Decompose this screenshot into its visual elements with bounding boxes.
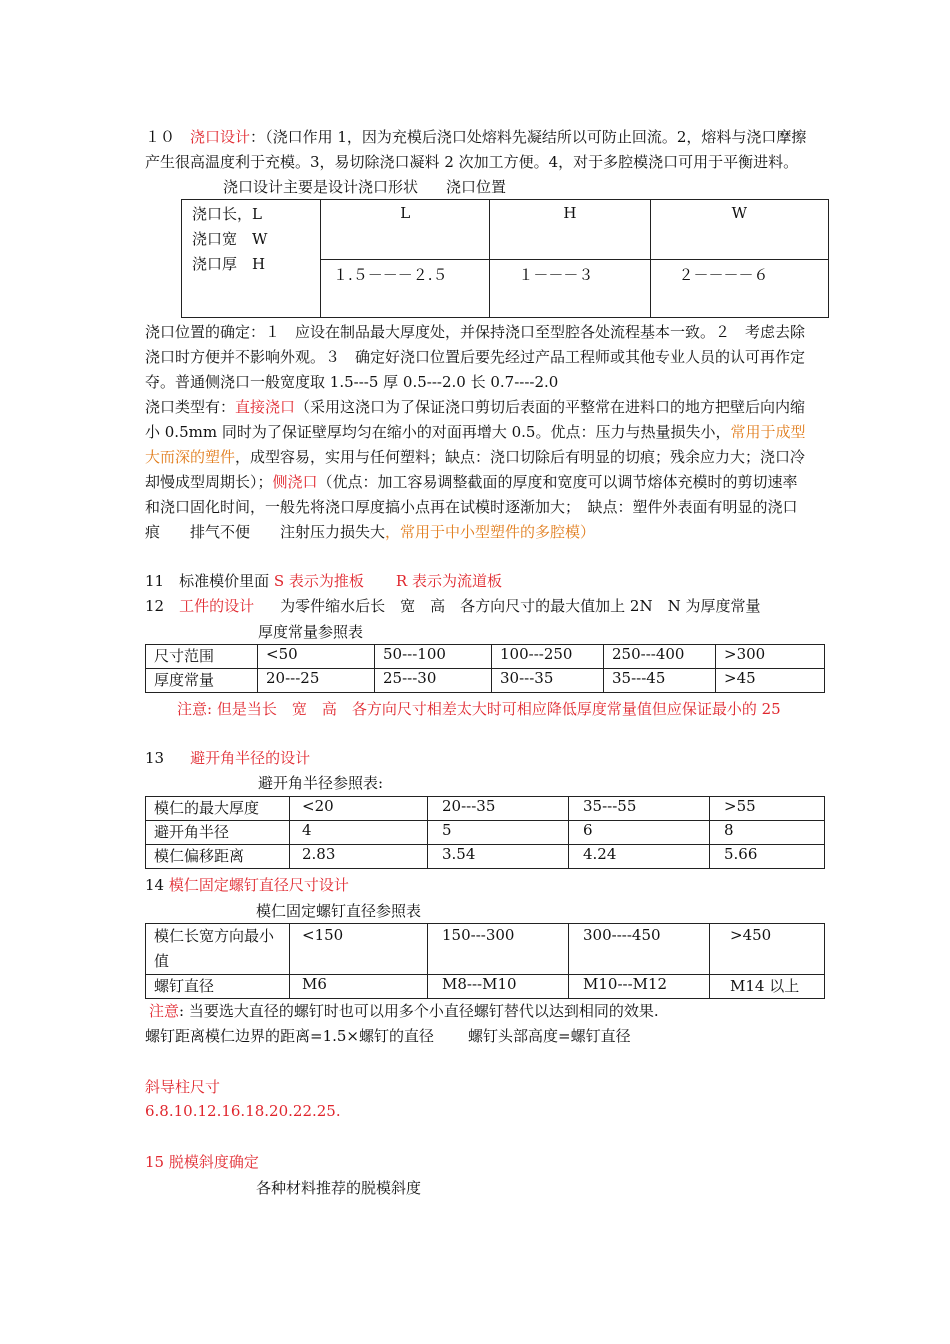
cell: 20---35 (428, 797, 569, 821)
draft-angle-caption: 各种材料推荐的脱模斜度 (256, 1179, 422, 1197)
note-label: 注意 (149, 1002, 180, 1020)
thickness-table-caption: 厚度常量参照表 (258, 623, 364, 641)
cell: 35---55 (569, 797, 710, 821)
cell: M6 (290, 975, 428, 999)
cell: 2.83 (290, 845, 428, 869)
cell: 150---300 (428, 924, 569, 975)
standard-mold-line (145, 569, 810, 594)
direct-gate-cons: ，成型容易，实用与任何塑料；缺点：浇口切除后有明显的切痕；残余应力大；浇口冷却慢成型周期长）； (145, 448, 806, 491)
workpiece-design-text: 为零件缩水后长 宽 高 各方向尺寸的最大值加上 2N N 为厚度常量 (280, 597, 761, 615)
cell: <20 (290, 797, 428, 821)
cell: 100---250 (492, 645, 604, 669)
gate-design-sub1: 浇口设计主要是设计浇口形状 (223, 178, 419, 196)
cell: 30---35 (492, 669, 604, 693)
value-l: １.５－－－２.５ (321, 260, 490, 318)
guide-pillar-values: 6.8.10.12.16.18.20.22.25. (145, 1102, 341, 1120)
cell: >300 (716, 645, 825, 669)
cell: M10---M12 (569, 975, 710, 999)
clearance-table-caption: 避开角半径参照表: (258, 774, 384, 792)
side-gate-usage: ，常用于中小型塑件的多腔模） (385, 523, 596, 541)
direct-gate-usage: 常用于成型大而深的塑件 (145, 423, 806, 466)
cell: 厚度常量 (146, 669, 258, 693)
cell: >450 (710, 924, 825, 975)
section-title: 浇口设计 (190, 128, 251, 146)
gate-labels-cell (182, 200, 321, 318)
colon: ： (250, 128, 266, 146)
side-gate-desc: （优点：加工容易调整截面的厚度和宽度可以调节熔体充模时的剪切速率和浇口固化时间，一般先将浇口厚度搞小点再在试模时逐渐加大； 缺点：塑件外表面有明显的浇口痕 排气不便 注射压力损失大 (145, 473, 798, 541)
gate-design-paragraph (145, 125, 810, 200)
cell: M14 以上 (710, 975, 825, 999)
section-number: １０ (145, 128, 176, 146)
cell: 模仁长宽方向最小值 (146, 924, 290, 975)
gate-length-label: 浇口长，L (192, 205, 262, 223)
cell: 8 (710, 821, 825, 845)
cell: 尺寸范围 (146, 645, 258, 669)
header-l: L (321, 200, 490, 260)
clearance-radius-table (145, 796, 825, 869)
gate-types-intro: 浇口类型有： (145, 398, 236, 416)
cell: <50 (258, 645, 375, 669)
value-h: １－－－３ (490, 260, 650, 318)
section-title: 工件的设计 (179, 597, 255, 615)
cell: 模仁的最大厚度 (146, 797, 290, 821)
cell: 模仁偏移距离 (146, 845, 290, 869)
cell: M8---M10 (428, 975, 569, 999)
thickness-constant-table (145, 644, 825, 693)
thickness-note: 注意: 但是当长 宽 高 各方向尺寸相差太大时可相应降低厚度常量值但应保证最小的 25 (177, 700, 781, 718)
screw-table-caption: 模仁固定螺钉直径参照表 (256, 902, 422, 920)
value-w: ２－－－－６ (650, 260, 828, 318)
cell: >55 (710, 797, 825, 821)
screw-head-formula: 螺钉头部高度=螺钉直径 (468, 1027, 631, 1045)
gate-thickness-label: 浇口厚 H (192, 255, 266, 273)
header-w: W (650, 200, 828, 260)
guide-pillar-title: 斜导柱尺寸 (145, 1078, 221, 1096)
header-h: H (490, 200, 650, 260)
section-title: 避开角半径的设计 (190, 749, 311, 767)
section-number: 13 (145, 749, 165, 767)
cell: 250---400 (604, 645, 716, 669)
screw-formula-line (145, 1024, 810, 1049)
cell: <150 (290, 924, 428, 975)
cell: 避开角半径 (146, 821, 290, 845)
cell: 5 (428, 821, 569, 845)
gate-width-label: 浇口宽 W (192, 230, 268, 248)
screw-design-line (145, 873, 810, 898)
r-plate-text: R 表示为流道板 (395, 572, 502, 590)
direct-gate-desc: （采用这浇口为了保证浇口剪切后表面的平整常在进料口的地方把壁后向内缩小 0.5mm 同时为了保证壁厚均匀在缩小的对面再增大 0.5。优点：压力与热量损失小， (145, 398, 806, 441)
gate-design-sub2: 浇口位置 (446, 178, 507, 196)
cell: 20---25 (258, 669, 375, 693)
section-number: 14 (145, 876, 165, 894)
s-plate-text: S 表示为推板 (273, 572, 364, 590)
section-title: 模仁固定螺钉直径尺寸设计 (168, 876, 349, 894)
cell: 3.54 (428, 845, 569, 869)
draft-angle-title: 15 脱模斜度确定 (145, 1153, 259, 1171)
gate-position-paragraph: 浇口位置的确定：１ 应设在制品最大厚度处，并保持浇口至型腔各处流程基本一致。２ 考虑去除浇口时方便并不影响外观。３ 确定好浇口位置后要先经过产品工程师或其他专业人员的认可再作定夺。普通侧浇口一般宽度取 1.5---5 厚 0.5---2.0 长 0.7----2.0 (145, 323, 806, 391)
screw-note (149, 999, 814, 1024)
cell: 6 (569, 821, 710, 845)
workpiece-design-line (145, 594, 810, 619)
cell: 4.24 (569, 845, 710, 869)
cell: 50---100 (375, 645, 492, 669)
screw-distance-formula: 螺钉距离模仁边界的距离=1.5×螺钉的直径 (145, 1027, 434, 1045)
cell: 25---30 (375, 669, 492, 693)
direct-gate-title: 直接浇口 (235, 398, 296, 416)
cell: 35---45 (604, 669, 716, 693)
cell: 5.66 (710, 845, 825, 869)
cell: >45 (716, 669, 825, 693)
gate-types-paragraph (145, 395, 810, 545)
gate-function-text: （浇口作用 1，因为充模后浇口处熔料先凝结所以可防止回流。2，熔料与浇口摩擦产生很高温度利于充模。3，易切除浇口凝料 2 次加工方便。4，对于多腔模浇口可用于平衡进料。 (145, 128, 807, 171)
cell: 4 (290, 821, 428, 845)
clearance-radius-line (145, 746, 810, 771)
cell: 300----450 (569, 924, 710, 975)
note-text: : 当要选大直径的螺钉时也可以用多个小直径螺钉替代以达到相同的效果. (179, 1002, 659, 1020)
section-11-text: 11 标准模价里面 (145, 572, 270, 590)
screw-diameter-table (145, 923, 825, 999)
side-gate-title: 侧浇口 (272, 473, 318, 491)
gate-dimension-table (181, 199, 829, 318)
section-number: 12 (145, 597, 165, 615)
cell: 螺钉直径 (146, 975, 290, 999)
